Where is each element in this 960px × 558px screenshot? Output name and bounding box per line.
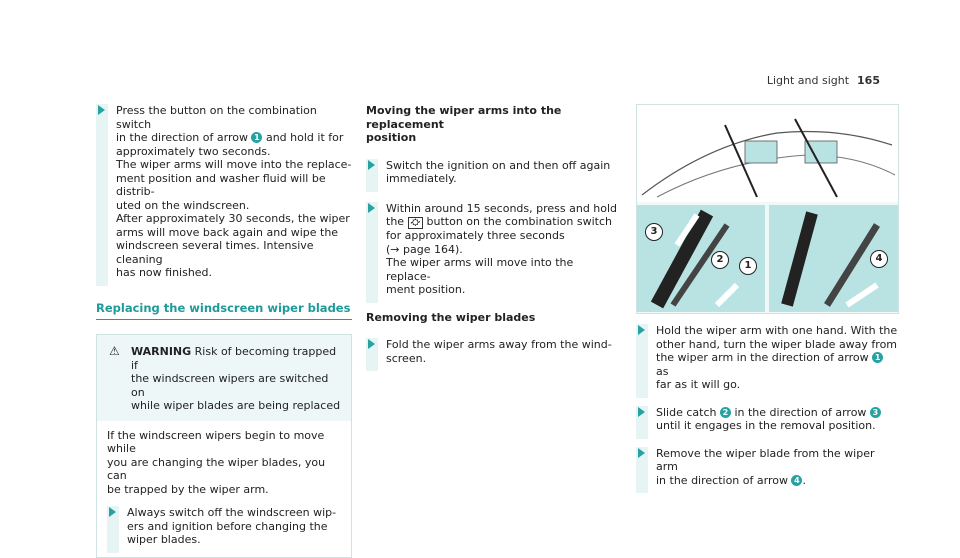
warning-label: WARNING [131,345,192,358]
step-arrow-icon [368,160,375,170]
step-switch-ignition: Switch the ignition on and then off again immediately. [366,159,621,186]
step-arrow-icon [368,339,375,349]
step-arrow-icon [638,325,645,335]
step-slide-catch: Slide catch 2 in the direction of arrow 3 until it engages in the removal position. [636,406,898,433]
section-title: Light and sight [766,74,850,87]
step-arrow-icon [638,407,645,417]
figure-marker-3: 3 [645,223,663,241]
marker-1: 1 [872,352,883,363]
page-header [767,74,880,87]
marker-1: 1 [251,132,262,143]
wiper-button-icon: ⛮ [408,217,423,229]
step-arrow-icon [638,448,645,458]
step-switch-off: Always switch off the windscreen wip- ers and ignition before changing the wiper blades. [107,506,341,547]
removing-heading: Removing the wiper blades [366,310,536,324]
warning-box: ⚠ WARNING Risk of becoming trapped if the windscreen wipers are switched on while wiper blades are being replaced If the windscreen wipers begin to move while you are changing the wiper blades, you can be trapped by the wiper arm. Always switch off the windscreen wip- ers and ignition before changing the wiper blades. [96,334,352,558]
marker-4: 4 [791,475,802,486]
step-arrow-icon [368,203,375,213]
column-1 [96,104,352,558]
step-remove-blade: Remove the wiper blade from the wiper arm in the direction of arrow 4 . [636,447,898,488]
wiper-illustration [636,104,899,314]
warning-triangle-icon: ⚠ [109,344,120,358]
step-hold-arm: Hold the wiper arm with one hand. With the other hand, turn the wiper blade away from the wiper arm in the direction of arrow 1 as far as it will go. [636,324,898,392]
figure-marker-2: 2 [711,251,729,269]
step-arrow-icon [98,105,105,115]
column-3 [636,324,898,495]
marker-2: 2 [720,407,731,418]
step-press-hold: Within around 15 seconds, press and hold the ⛮ button on the combination switch for approximately three seconds (→ page 164). The wiper arms will move into the replace- ment position. [366,202,621,297]
section-heading: Replacing the windscreen wiper blades [96,302,352,321]
wiper-diagram [637,105,898,313]
page-number: 165 [857,74,880,87]
marker-3: 3 [870,407,881,418]
step-press-button: Press the button on the combination switch in the direction of arrow 1 and hold it for approximately two seconds. The wiper arms will move into the replace- ment position and washer fluid will be distrib- uted on the windscreen. After approximately 30 seconds, the wiper arms will move back again and wipe the windscreen several times. Intensive cleaning has now finished. [96,104,352,280]
moving-heading: Moving the wiper arms into the replacement position [366,104,562,144]
step-arrow-icon [109,507,116,517]
step-fold-arms: Fold the wiper arms away from the wind- screen. [366,338,621,365]
figure-marker-1: 1 [739,257,757,275]
column-2 [366,104,621,373]
figure-marker-4: 4 [870,250,888,268]
